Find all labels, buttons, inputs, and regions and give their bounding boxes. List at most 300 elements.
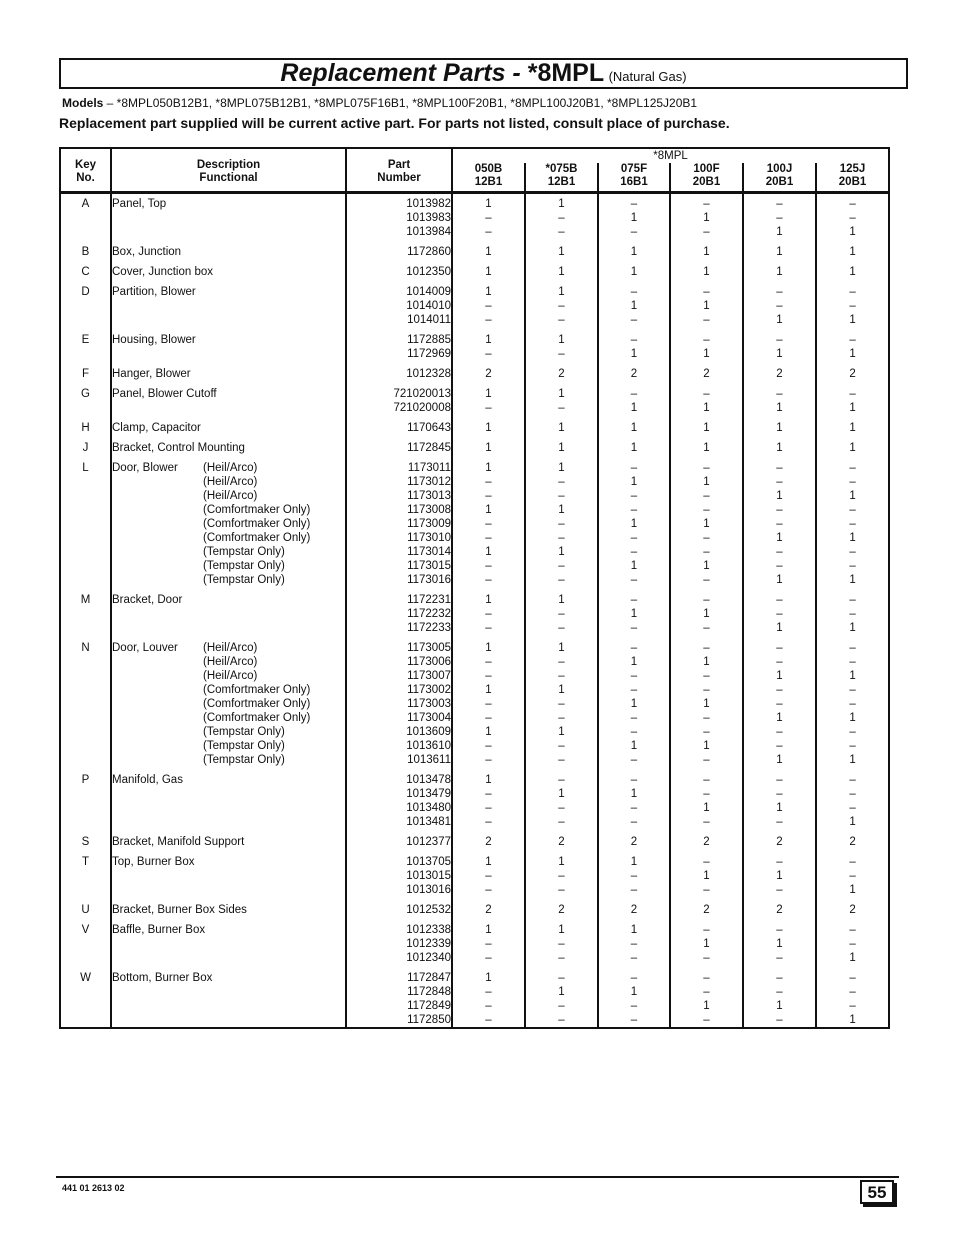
quantity-cell: 1: [743, 347, 816, 361]
quantity-cell: –: [525, 607, 598, 621]
quantity-cell: –: [452, 869, 525, 883]
quantity-cell: 1: [849, 532, 856, 544]
part-number-cell: 1172885: [346, 333, 452, 347]
model-column-header: [598, 163, 670, 193]
table-row: [60, 835, 889, 849]
quantity-cell: –: [743, 855, 816, 869]
quantity-cell: –: [452, 475, 525, 489]
quantity-cell: –: [849, 334, 856, 346]
description-cell: [111, 641, 346, 655]
table-row: [60, 951, 889, 965]
description-note: (Comfortmaker Only): [203, 532, 311, 544]
quantity-cell: 2: [670, 835, 743, 849]
quantity-cell: –: [598, 641, 670, 655]
description-text: Door, Louver: [112, 642, 178, 654]
quantity-cell: 1: [452, 193, 525, 212]
quantity-cell: –: [743, 211, 816, 225]
part-number-cell: 1172845: [346, 441, 452, 455]
quantity-cell: 1: [598, 347, 670, 361]
quantity-cell: –: [525, 517, 598, 531]
table-row: [60, 441, 889, 455]
quantity-cell: 1: [598, 401, 670, 415]
replacement-note: Replacement part supplied will be current active part. For parts not listed, consult place of purchase.: [59, 115, 730, 131]
part-number-cell: 1013481: [346, 815, 452, 829]
quantity-cell: –: [670, 669, 743, 683]
quantity-cell: 1: [525, 593, 598, 607]
table-row: [60, 225, 889, 239]
table-row: [60, 923, 889, 937]
description-cell: [111, 773, 346, 787]
description-text: Bottom, Burner Box: [112, 972, 213, 984]
quantity-cell: 1: [452, 285, 525, 299]
quantity-cell: –: [849, 938, 856, 950]
description-cell: [111, 387, 346, 401]
part-number-cell: 1014010: [346, 299, 452, 313]
part-number-cell: 1013610: [346, 739, 452, 753]
quantity-cell: –: [849, 476, 856, 488]
part-number-cell: 1173015: [346, 559, 452, 573]
quantity-cell: 1: [670, 517, 743, 531]
quantity-cell: –: [670, 193, 743, 212]
model-column-header: [525, 163, 598, 193]
quantity-cell: –: [849, 656, 856, 668]
quantity-cell: –: [849, 870, 856, 882]
quantity-cell: –: [743, 641, 816, 655]
quantity-cell: 1: [525, 245, 598, 259]
quantity-cell: 1: [849, 226, 856, 238]
quantity-cell: 1: [670, 441, 743, 455]
quantity-cell: –: [849, 286, 856, 298]
quantity-cell: –: [670, 951, 743, 965]
quantity-cell: 1: [452, 773, 525, 787]
key-cell: [60, 607, 111, 621]
quantity-cell: –: [743, 883, 816, 897]
quantity-cell: –: [743, 299, 816, 313]
key-cell: J: [60, 441, 111, 455]
description-cell: [111, 739, 346, 753]
quantity-cell: –: [849, 608, 856, 620]
quantity-cell: –: [670, 923, 743, 937]
part-number-cell: 1173008: [346, 503, 452, 517]
quantity-cell: –: [670, 531, 743, 545]
quantity-cell: –: [670, 461, 743, 475]
description-cell: [111, 333, 346, 347]
quantity-cell: –: [452, 225, 525, 239]
quantity-cell: 1: [743, 265, 816, 279]
description-note: (Tempstar Only): [203, 560, 285, 572]
description-cell: [111, 225, 346, 239]
description-header: [111, 148, 346, 193]
part-number-cell: 1173009: [346, 517, 452, 531]
quantity-cell: 2: [452, 835, 525, 849]
description-cell: [111, 971, 346, 985]
key-cell: [60, 559, 111, 573]
quantity-cell: –: [598, 313, 670, 327]
quantity-cell: –: [598, 503, 670, 517]
quantity-cell: 1: [743, 999, 816, 1013]
quantity-cell: –: [525, 299, 598, 313]
description-cell: [111, 461, 346, 475]
description-cell: [111, 367, 346, 381]
quantity-cell: –: [452, 815, 525, 829]
key-cell: [60, 347, 111, 361]
quantity-cell: –: [743, 697, 816, 711]
key-cell: [60, 545, 111, 559]
quantity-cell: 1: [743, 573, 816, 587]
description-cell: [111, 1013, 346, 1028]
description-note: (Tempstar Only): [203, 546, 285, 558]
key-cell: T: [60, 855, 111, 869]
part-number-cell: 1173013: [346, 489, 452, 503]
quantity-cell: –: [670, 621, 743, 635]
quantity-cell: –: [452, 211, 525, 225]
description-note: (Heil/Arco): [203, 656, 258, 668]
description-cell: [111, 883, 346, 897]
description-cell: [111, 985, 346, 999]
quantity-cell: 1: [525, 387, 598, 401]
quantity-cell: –: [452, 985, 525, 999]
table-row: [60, 531, 889, 545]
quantity-cell: –: [849, 774, 856, 786]
quantity-cell: 1: [743, 669, 816, 683]
quantity-cell: –: [452, 787, 525, 801]
table-row: [60, 903, 889, 917]
quantity-cell: 1: [525, 787, 598, 801]
quantity-cell: –: [743, 787, 816, 801]
table-row: [60, 607, 889, 621]
part-number-header: [346, 148, 452, 193]
quantity-cell: –: [743, 387, 816, 401]
quantity-cell: 1: [743, 801, 816, 815]
quantity-cell: 2: [525, 367, 598, 381]
model-column-header: [743, 163, 816, 193]
quantity-cell: –: [849, 740, 856, 752]
quantity-cell: 1: [849, 884, 856, 896]
quantity-cell: –: [849, 462, 856, 474]
quantity-cell: 1: [849, 422, 856, 434]
quantity-cell: –: [598, 725, 670, 739]
quantity-cell: 1: [598, 299, 670, 313]
quantity-cell: 1: [525, 725, 598, 739]
part-number-cell: 1012328: [346, 367, 452, 381]
part-number-cell: 1173003: [346, 697, 452, 711]
table-row: [60, 593, 889, 607]
quantity-cell: –: [598, 999, 670, 1013]
key-header-line1: Key: [74, 159, 97, 171]
quantity-cell: –: [452, 559, 525, 573]
quantity-cell: 1: [743, 937, 816, 951]
part-number-cell: 1013983: [346, 211, 452, 225]
description-cell: [111, 545, 346, 559]
quantity-cell: –: [598, 461, 670, 475]
quantity-cell: –: [598, 285, 670, 299]
quantity-cell: –: [849, 684, 856, 696]
description-cell: [111, 299, 346, 313]
part-number-cell: 1173016: [346, 573, 452, 587]
quantity-cell: 1: [598, 475, 670, 489]
quantity-cell: 1: [452, 387, 525, 401]
quantity-cell: –: [525, 697, 598, 711]
quantity-cell: –: [849, 1000, 856, 1012]
table-row: [60, 869, 889, 883]
quantity-cell: –: [849, 924, 856, 936]
description-cell: [111, 683, 346, 697]
quantity-cell: –: [452, 621, 525, 635]
quantity-cell: 1: [525, 923, 598, 937]
quantity-cell: –: [598, 773, 670, 787]
quantity-cell: 1: [525, 285, 598, 299]
part-number-cell: 721020008: [346, 401, 452, 415]
part-number-cell: 1013611: [346, 753, 452, 767]
description-cell: [111, 475, 346, 489]
table-row: [60, 387, 889, 401]
quantity-cell: 1: [452, 641, 525, 655]
quantity-cell: –: [525, 773, 598, 787]
quantity-cell: –: [743, 1013, 816, 1028]
quantity-cell: –: [525, 313, 598, 327]
quantity-cell: –: [743, 773, 816, 787]
quantity-cell: –: [849, 198, 856, 210]
quantity-cell: –: [743, 971, 816, 985]
model-column-header: [452, 163, 525, 193]
table-row: [60, 347, 889, 361]
part-number-cell: 1172232: [346, 607, 452, 621]
part-number-cell: 1012338: [346, 923, 452, 937]
quantity-cell: 2: [849, 836, 856, 848]
quantity-cell: –: [670, 489, 743, 503]
quantity-cell: –: [525, 489, 598, 503]
key-cell: A: [60, 193, 111, 212]
page-number: 55: [860, 1180, 894, 1204]
table-row: [60, 299, 889, 313]
quantity-cell: –: [525, 621, 598, 635]
quantity-cell: –: [849, 300, 856, 312]
part-number-cell: 1013705: [346, 855, 452, 869]
quantity-cell: –: [743, 545, 816, 559]
description-note: (Tempstar Only): [203, 754, 285, 766]
key-cell: [60, 753, 111, 767]
key-cell: E: [60, 333, 111, 347]
part-number-cell: 1173005: [346, 641, 452, 655]
table-row: [60, 725, 889, 739]
quantity-cell: 1: [743, 401, 816, 415]
key-header-line2: No.: [76, 172, 95, 184]
quantity-cell: 2: [598, 367, 670, 381]
key-cell: [60, 655, 111, 669]
quantity-cell: –: [598, 815, 670, 829]
table-row: [60, 517, 889, 531]
quantity-cell: –: [452, 669, 525, 683]
quantity-cell: 1: [849, 266, 856, 278]
part-number-cell: 1172850: [346, 1013, 452, 1028]
quantity-cell: 1: [598, 421, 670, 435]
description-cell: [111, 593, 346, 607]
description-cell: [111, 815, 346, 829]
description-cell: [111, 265, 346, 279]
table-row: [60, 461, 889, 475]
quantity-cell: –: [670, 387, 743, 401]
quantity-cell: –: [525, 711, 598, 725]
quantity-cell: –: [670, 985, 743, 999]
quantity-cell: –: [598, 801, 670, 815]
model-column-header-line: 050B: [474, 163, 503, 175]
quantity-cell: –: [598, 621, 670, 635]
quantity-cell: –: [670, 313, 743, 327]
key-cell: [60, 999, 111, 1013]
quantity-cell: –: [743, 815, 816, 829]
quantity-cell: 1: [849, 1014, 856, 1026]
table-row: [60, 669, 889, 683]
part-number-cell: 1170643: [346, 421, 452, 435]
quantity-cell: –: [598, 531, 670, 545]
quantity-cell: 1: [452, 441, 525, 455]
quantity-cell: 2: [849, 368, 856, 380]
quantity-cell: 1: [670, 299, 743, 313]
description-cell: [111, 655, 346, 669]
quantity-cell: –: [849, 212, 856, 224]
description-text: Panel, Blower Cutoff: [112, 388, 217, 400]
quantity-cell: –: [743, 725, 816, 739]
description-cell: [111, 801, 346, 815]
quantity-cell: –: [849, 560, 856, 572]
table-row: [60, 545, 889, 559]
quantity-cell: –: [670, 883, 743, 897]
quantity-cell: 2: [598, 835, 670, 849]
quantity-cell: 1: [670, 999, 743, 1013]
key-cell: [60, 869, 111, 883]
description-cell: [111, 711, 346, 725]
quantity-cell: 1: [849, 246, 856, 258]
key-cell: W: [60, 971, 111, 985]
quantity-cell: –: [670, 971, 743, 985]
quantity-cell: –: [598, 937, 670, 951]
part-number-cell: 1012350: [346, 265, 452, 279]
part-number-cell: 1013478: [346, 773, 452, 787]
quantity-cell: –: [743, 475, 816, 489]
quantity-cell: 1: [670, 211, 743, 225]
quantity-cell: –: [525, 815, 598, 829]
quantity-cell: –: [598, 573, 670, 587]
quantity-cell: 1: [743, 313, 816, 327]
key-cell: M: [60, 593, 111, 607]
quantity-cell: 1: [452, 593, 525, 607]
quantity-cell: –: [452, 573, 525, 587]
quantity-cell: 1: [670, 697, 743, 711]
description-cell: [111, 923, 346, 937]
quantity-cell: –: [598, 333, 670, 347]
key-cell: [60, 725, 111, 739]
quantity-cell: 2: [598, 903, 670, 917]
quantity-cell: –: [849, 594, 856, 606]
description-cell: [111, 285, 346, 299]
model-column-header: [816, 163, 889, 193]
description-cell: [111, 835, 346, 849]
quantity-cell: –: [849, 698, 856, 710]
table-row: [60, 1013, 889, 1028]
description-cell: [111, 573, 346, 587]
description-note: (Tempstar Only): [203, 726, 285, 738]
quantity-cell: –: [849, 856, 856, 868]
quantity-cell: 1: [452, 461, 525, 475]
key-cell: F: [60, 367, 111, 381]
description-text: Hanger, Blower: [112, 368, 191, 380]
description-cell: [111, 999, 346, 1013]
quantity-cell: 2: [452, 367, 525, 381]
quantity-cell: –: [670, 573, 743, 587]
quantity-cell: 2: [525, 835, 598, 849]
description-cell: [111, 669, 346, 683]
description-note: (Heil/Arco): [203, 490, 258, 502]
key-cell: N: [60, 641, 111, 655]
quantity-cell: 2: [525, 903, 598, 917]
description-text: Box, Junction: [112, 246, 182, 258]
model-column-header-line: *075B: [545, 163, 578, 175]
table-body: [60, 193, 889, 1029]
part-number-cell: 1173004: [346, 711, 452, 725]
table-row: [60, 773, 889, 787]
quantity-cell: –: [452, 489, 525, 503]
quantity-cell: 1: [849, 754, 856, 766]
document-number: 441 01 2613 02: [62, 1183, 125, 1193]
quantity-cell: 1: [525, 855, 598, 869]
quantity-cell: 2: [670, 903, 743, 917]
quantity-cell: –: [743, 517, 816, 531]
description-text: Housing, Blower: [112, 334, 196, 346]
quantity-cell: 1: [743, 621, 816, 635]
key-cell: [60, 787, 111, 801]
quantity-cell: –: [670, 753, 743, 767]
quantity-cell: –: [598, 753, 670, 767]
part-number-cell: 1172860: [346, 245, 452, 259]
quantity-cell: 1: [743, 441, 816, 455]
description-cell: [111, 607, 346, 621]
page-title: [59, 58, 908, 89]
table-row: [60, 559, 889, 573]
quantity-cell: 1: [743, 711, 816, 725]
quantity-cell: –: [452, 999, 525, 1013]
quantity-cell: –: [743, 985, 816, 999]
quantity-cell: 1: [452, 265, 525, 279]
quantity-cell: –: [598, 869, 670, 883]
title-model: *8MPL: [527, 59, 605, 87]
quantity-cell: –: [525, 801, 598, 815]
model-column-header-line: 16B1: [620, 176, 648, 188]
quantity-cell: 1: [598, 855, 670, 869]
quantity-cell: –: [743, 951, 816, 965]
quantity-cell: –: [743, 683, 816, 697]
table-row: [60, 333, 889, 347]
key-cell: [60, 475, 111, 489]
description-note: (Heil/Arco): [203, 462, 258, 474]
quantity-cell: 1: [452, 971, 525, 985]
part-number-cell: 1014009: [346, 285, 452, 299]
quantity-cell: –: [743, 503, 816, 517]
table-row: [60, 999, 889, 1013]
table-row: [60, 367, 889, 381]
key-cell: [60, 683, 111, 697]
model-column-header-line: 12B1: [474, 176, 503, 188]
quantity-cell: –: [525, 971, 598, 985]
quantity-cell: 1: [452, 725, 525, 739]
description-text: Bracket, Manifold Support: [112, 836, 245, 848]
model-group-header: *8MPL: [653, 150, 688, 162]
description-cell: [111, 441, 346, 455]
table-row: [60, 815, 889, 829]
table-row: [60, 641, 889, 655]
table-row: [60, 245, 889, 259]
description-text: Panel, Top: [112, 198, 167, 210]
part-number-cell: 1013609: [346, 725, 452, 739]
